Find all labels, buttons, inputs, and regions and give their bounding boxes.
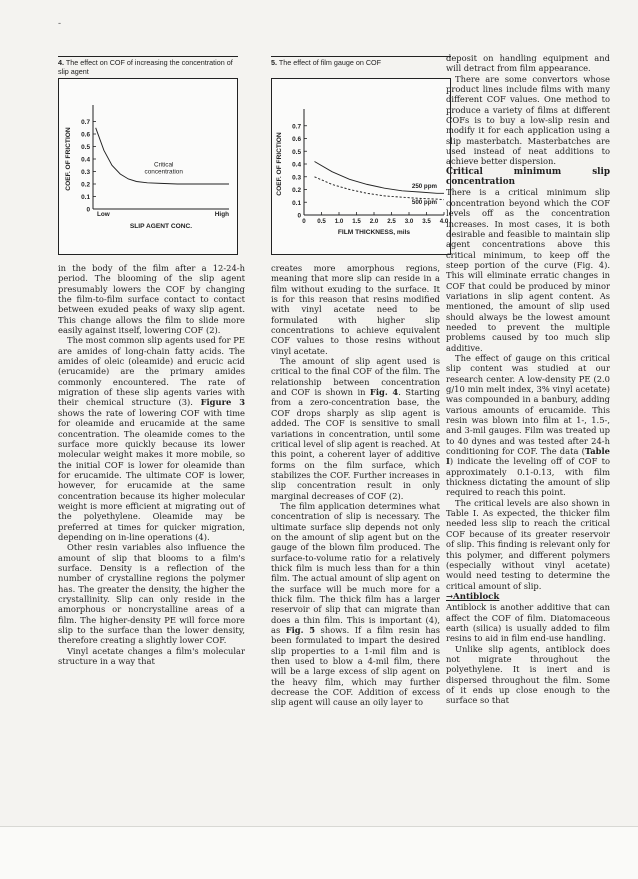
y-axis-label: COEF. OF FRICTION (65, 127, 72, 191)
text-run: The most common slip agents used for PE are amides of long-chain fatty acids. The amides of oleic (oleamide) and erucic acid (erucamide) are the primary amides commonly encountered. The rate of migration of these slip agents varies with their chemical structure (3). (58, 335, 245, 408)
y-tick-label: 0.4 (292, 161, 301, 169)
figure-5-caption-text: The effect of film gauge on COF (278, 58, 382, 67)
paragraph (58, 335, 245, 542)
text-column-2 (271, 263, 440, 708)
figure-reference: Fig. 5 (285, 625, 316, 636)
annotation-line: Critical (153, 161, 174, 169)
y-tick-label: 0.7 (292, 123, 301, 131)
annotation-250ppm: 250 ppm (411, 183, 437, 191)
paragraph: There is a critical minimum slip concentration beyond which the COF levels off as the concentration increases. In most cases, it is both desirable and feasible to maintain slip agent concentrations above this critical minimum, to keep off the steep portion of the curve (Fig. 4). This will eliminate erratic changes in COF that could be produced by minor variations in slip agent content. As mentioned, the amount of slip used should always be the lowest amount needed to prevent the multiple problems caused by too much slip additive. (446, 187, 610, 353)
x-tick-label: 1.0 (334, 218, 344, 225)
text-run: . Starting from a zero-concentration base, the COF drops sharply as slip agent is added. The COF is sensitive to small variations in concentration, until some critical level of slip agent is reached. At this point, a coherent layer of additive forms on the film surface, which stabilizes the COF. Further increases in slip concentration result in only marginal decreases of COF (2). (271, 387, 441, 501)
paragraph (271, 356, 440, 501)
figure-4-plot-frame (58, 78, 238, 255)
text-run: The film application determines what concentration of slip is necessary. The ultimate surface slip depends not only on the amount of slip agent but on the gauge of the blown film produced. The surface-to-volume ratio for a relatively thick film is much less than for a thin film. The actual amount of slip agent on the surface will be much more for a thick film. The thick film has a larger reservoir of slip that can migrate than does a thin film. This is important (4), as (271, 500, 440, 636)
text-column-1 (58, 263, 245, 666)
table-reference: Table I (446, 446, 610, 467)
scan-mark: - (58, 19, 62, 29)
annotation-500ppm: 500 ppm (411, 199, 437, 207)
figure-reference: Fig. 4 (369, 387, 399, 398)
y-tick-label: 0.1 (292, 199, 301, 207)
series-line (96, 128, 229, 184)
x-tick-label: Low (97, 211, 110, 218)
x-axis-label: SLIP AGENT CONC. (129, 223, 193, 230)
y-tick-label: 0.1 (81, 194, 90, 201)
paragraph: deposit on handling equipment and will detract from film appearance. (446, 53, 610, 74)
figure-4-caption-text: The effect on COF of increasing the concentration of slip agent (58, 58, 233, 76)
figure-4-caption (58, 56, 238, 76)
paragraph (446, 353, 610, 498)
paragraph: Vinyl acetate changes a film's molecular structure in a way that (58, 645, 245, 667)
figure-5-plot-frame (271, 78, 451, 255)
paragraph: There are some convertors whose product lines include films with many different COF values. One method to produce a variety of films at different COFs is to buy a low-slip resin and modify it for each application using a slip masterbatch. Masterbatches are used instead of neat additions to achieve better dispersion. (446, 73, 610, 167)
x-tick-label: High (214, 211, 229, 218)
paragraph: The critical levels are also shown in Table I. As expected, the thicker film needed less slip to reach the critical COF because of its greater reservoir of slip. This finding is relevant only for this polymer, and different polymers (especially without vinyl acetate) would need testing to determine the critical amount of slip. (446, 497, 610, 591)
y-tick-label: 0.3 (81, 169, 90, 176)
y-tick-label: 0.2 (292, 187, 301, 194)
y-tick-label: 0.7 (81, 119, 90, 126)
figure-5-number: 5. (271, 58, 277, 67)
x-tick-label: 3.0 (404, 218, 414, 225)
x-tick-label: 4.0 (439, 218, 449, 225)
x-tick-label: 0 (302, 218, 306, 225)
y-tick-label: 0.5 (292, 148, 301, 156)
figure-5 (271, 56, 451, 256)
y-tick-label: 0 (86, 206, 90, 214)
x-tick-label: 1.5 (352, 218, 361, 225)
y-tick-label: 0.2 (81, 181, 90, 189)
x-tick-label: 2.0 (369, 218, 379, 225)
y-tick-label: 0.6 (292, 136, 301, 143)
x-tick-label: 0.5 (317, 218, 326, 225)
section-heading (446, 591, 610, 602)
figure-5-caption (271, 56, 451, 68)
figure-4-chart (59, 79, 237, 254)
y-tick-label: 0.6 (81, 131, 90, 139)
paragraph: Other resin variables also influence the amount of slip that blooms to a film's surface. Density is a reflection of the number of crystalline regions the polymer has. The greater the density, the higher the crystallinity. Slip can only reside in the amorphous or noncrystalline areas of a film. The higher-density PE will force more slip to the surface than the lower density, therefore creating a slightly lower COF. (58, 542, 245, 646)
annotation-critical (145, 162, 184, 176)
y-tick-label: 0.5 (81, 144, 90, 151)
text-column-3 (446, 53, 610, 706)
y-tick-label: 0.4 (81, 156, 90, 164)
x-tick-label: 3.5 (422, 218, 431, 225)
y-tick-label: 0 (297, 212, 301, 220)
text-run: shows. If a film resin has been formulated to impart the desired slip properties to a 1-mil film and is then used to blow a 4-mil film, there will be a large excess of slip agent on the heavy film, which may further decrease the COF. Addition of excess slip agent will cause an oily layer to (271, 625, 440, 708)
paragraph: in the body of the film after a 12-24-h period. The blooming of the slip agent presumably lowers the COF by changing the film-to-film surface contact to contact between exuded peaks of waxy slip agent. This change allows the film to slide more easily against itself, lowering COF (2). (58, 263, 245, 336)
x-axis-label: FILM THICKNESS, mils (337, 229, 411, 236)
x-tick-label: 2.5 (387, 218, 396, 225)
paragraph: Unlike slip agents, antiblock does not migrate throughout the polyethylene. It is inert and is dispersed throughout the film. Some of it ends up close enough to the surface so that (446, 643, 610, 706)
figure-5-chart (272, 79, 450, 254)
paragraph: creates more amorphous regions, meaning that more slip can reside in a film without exuding to the surface. It is for this reason that resins modified with vinyl acetate need to be formulated with higher slip concentrations to achieve equivalent COF values to those resins without vinyl acetate. (271, 263, 440, 356)
figure-4-number: 4. (58, 58, 64, 67)
paragraph (271, 501, 440, 708)
paragraph: Antiblock is another additive that can affect the COF of film. Diatomaceous earth (silica) is usually added to film resins to aid in film end-use handling. (446, 602, 610, 644)
text-run: The amount of slip agent used is critical to the final COF of the film. The relationship between concentration and COF is shown in (271, 356, 440, 398)
text-run: shows the rate of lowering COF with time for oleamide and erucamide at the same concentration. The oleamide comes to the surface more quickly because its lower molecular weight makes it more mobile, so the initial COF is lower for oleamide than for erucamide. The ultimate COF is lower, however, for erucamide at the same concentration because its higher molecular weight is more efficient at migrating out of the polyethylene. Oleamide may be preferred at times for quicker migration, depending on in-line operations (4). (58, 407, 245, 542)
y-tick-label: 0.3 (292, 174, 301, 182)
section-heading-text: Antiblock (453, 591, 500, 602)
section-heading: Critical minimum slip concentration (446, 166, 610, 188)
arrow-mark: → (446, 590, 454, 601)
figure-4 (58, 56, 238, 256)
y-axis-label: COEF. OF FRICTION (276, 132, 283, 196)
text-run: The effect of gauge on this critical slip content was studied at our research center. A low-density PE (2.0 g/10 min melt index, 3% vinyl acetate) was compounded in a banbury, adding various amounts of erucamide. This resin was blown into film at 1-, 1.5-, and 3-mil gauges. Film was treated up to 40 dynes and was tested after 24-h conditioning for COF. The data ( (446, 352, 610, 457)
annotation-line: concentration (144, 168, 183, 176)
page-bottom-margin (0, 826, 638, 879)
text-run: ) indicate the leveling off of COF to approximately 0.1-0.13, with film thickness dictating the amount of slip required to reach this point. (446, 456, 610, 498)
figure-reference: Figure 3 (200, 397, 245, 408)
